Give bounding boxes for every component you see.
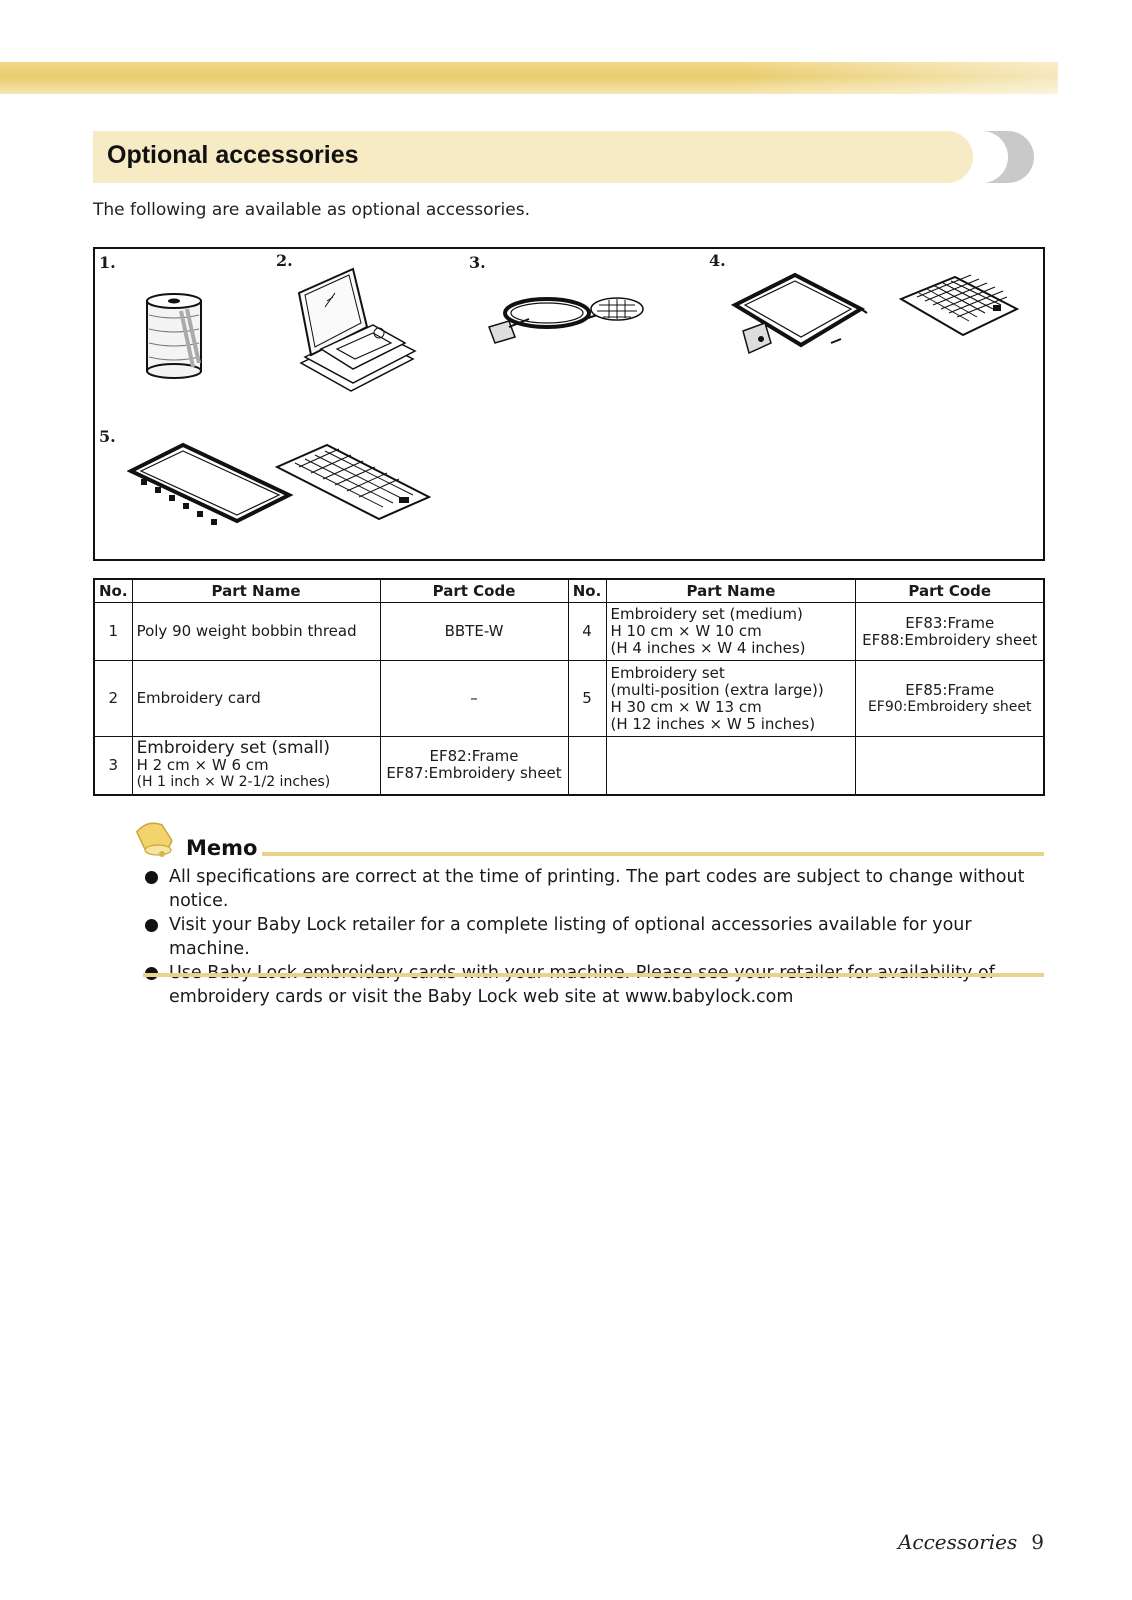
part-code-line: EF83:Frame [905, 613, 995, 632]
figure-label-1: 1. [99, 253, 116, 272]
part-name: Poly 90 weight bobbin thread [132, 603, 380, 661]
figure-label-3: 3. [469, 253, 486, 272]
part-name-line: (H 12 inches × W 5 inches) [610, 714, 816, 733]
table-header-row [94, 579, 1044, 603]
part-name-line: Embroidery set (medium) [610, 605, 803, 623]
part-name-line: (H 1 inch × W 2-1/2 inches) [136, 773, 331, 790]
figure-label-5: 5. [99, 427, 116, 446]
part-name: Embroidery card [132, 661, 380, 737]
column-header-no: No. [568, 579, 606, 603]
bobbin-thread-spool-icon [141, 291, 207, 381]
extra-large-embroidery-frame-icon [127, 441, 431, 545]
part-number: 5 [568, 661, 606, 737]
parts-table [93, 578, 1045, 796]
section-header [93, 131, 973, 183]
column-header-part-name: Part Name [606, 579, 856, 603]
accessories-illustration-panel [93, 247, 1045, 561]
part-code [380, 737, 568, 795]
figure-label-4: 4. [709, 251, 726, 270]
empty-cell [568, 737, 606, 795]
memo-divider-top [262, 852, 1044, 856]
footer-section-label: Accessories [897, 1530, 1018, 1554]
embroidery-card-icon [293, 263, 423, 393]
part-name-line: Embroidery set [610, 663, 725, 682]
top-decorative-band [0, 62, 1058, 94]
memo-item: Visit your Baby Lock retailer for a complete listing of optional accessories available for your machine. [143, 913, 1048, 961]
part-name-line: H 2 cm × W 6 cm [136, 755, 269, 774]
part-name-line: H 30 cm × W 13 cm [610, 697, 762, 716]
column-header-part-name: Part Name [132, 579, 380, 603]
empty-cell [856, 737, 1044, 795]
figure-label-2: 2. [276, 251, 293, 270]
bell-icon [136, 818, 174, 858]
page-number: 9 [1031, 1530, 1044, 1554]
part-name-line: (multi-position (extra large)) [610, 680, 824, 699]
memo-item: All specifications are correct at the time of printing. The part codes are subject to change without notice. [143, 865, 1048, 913]
part-number: 1 [94, 603, 132, 661]
part-name-line: (H 4 inches × W 4 inches) [610, 639, 806, 657]
part-code [856, 603, 1044, 661]
chevron-right-icon [972, 131, 1034, 183]
table-row [94, 737, 1044, 795]
column-header-part-code: Part Code [380, 579, 568, 603]
memo-divider-bottom [143, 973, 1044, 977]
memo-list [143, 865, 1048, 1009]
part-code: BBTE-W [380, 603, 568, 661]
intro-text: The following are available as optional accessories. [93, 200, 530, 220]
part-number: 4 [568, 603, 606, 661]
part-code-line: EF90:Embroidery sheet [867, 698, 1032, 715]
column-header-part-code: Part Code [856, 579, 1044, 603]
column-header-no: No. [94, 579, 132, 603]
part-name [132, 737, 380, 795]
part-code-line: EF85:Frame [905, 680, 995, 699]
part-name [606, 603, 856, 661]
part-code-line: EF87:Embroidery sheet [386, 764, 562, 783]
small-embroidery-frame-icon [485, 287, 655, 357]
page-footer [898, 1530, 1044, 1554]
memo-title: Memo [186, 836, 258, 860]
part-name-line: H 10 cm × W 10 cm [610, 622, 762, 640]
part-code-line: EF88:Embroidery sheet [862, 630, 1038, 649]
part-name-line: Embroidery set (small) [136, 737, 331, 758]
page-title: Optional accessories [107, 141, 359, 169]
table-row [94, 661, 1044, 737]
part-name [606, 661, 856, 737]
part-number: 3 [94, 737, 132, 795]
part-code-line: EF82:Frame [429, 747, 519, 766]
medium-embroidery-frame-icon [731, 269, 1031, 369]
empty-cell [606, 737, 856, 795]
part-code: – [380, 661, 568, 737]
table-row [94, 603, 1044, 661]
part-code [856, 661, 1044, 737]
memo-item: embroidery cards or visit the Baby Lock web site at www.babylock.com [143, 961, 1048, 1009]
part-number: 2 [94, 661, 132, 737]
